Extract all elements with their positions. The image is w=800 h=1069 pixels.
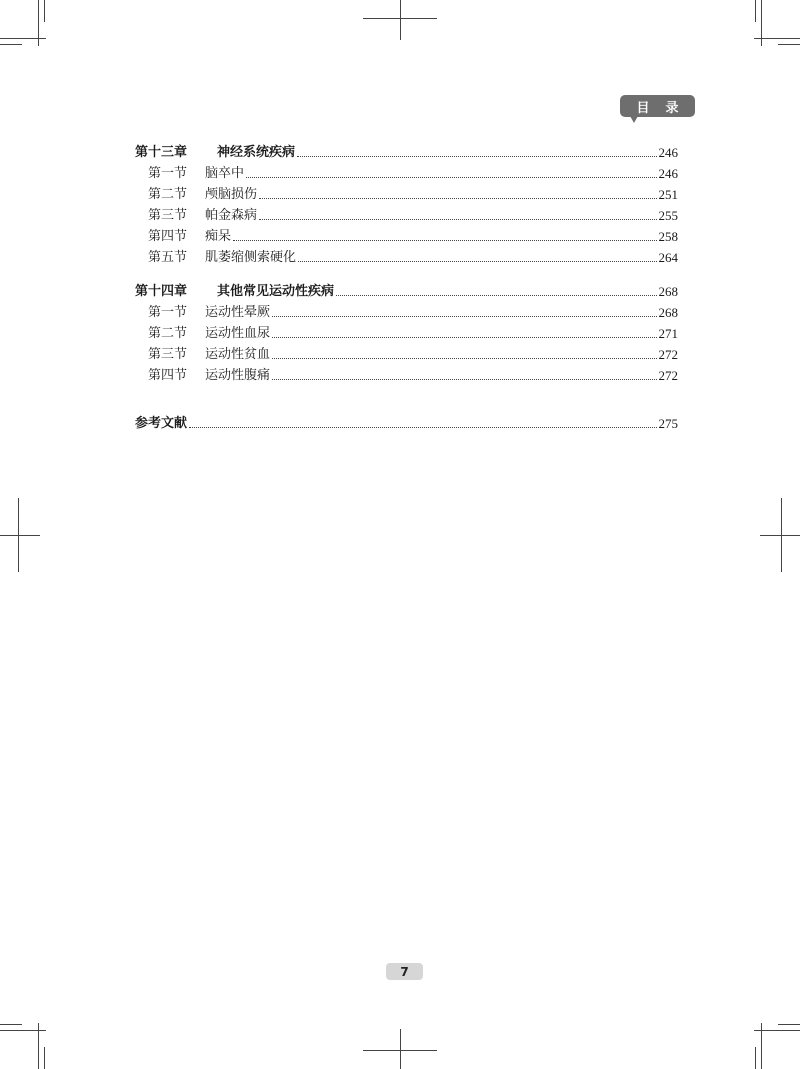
section-title: 运动性腹痛 xyxy=(205,368,271,383)
section-number: 第二节 xyxy=(148,326,188,341)
section-page: 246 xyxy=(658,166,678,181)
section-number: 第三节 xyxy=(148,347,188,362)
section-title: 帕金森病 xyxy=(205,208,258,223)
leader-dots xyxy=(189,427,656,428)
section-page: 268 xyxy=(658,305,678,320)
section-page: 264 xyxy=(658,250,678,265)
leader-dots xyxy=(272,316,656,317)
chapter-number: 第十三章 xyxy=(135,145,188,160)
leader-dots xyxy=(272,337,656,338)
section-title: 肌萎缩侧索硬化 xyxy=(205,250,297,265)
toc-section-14-4[interactable] xyxy=(135,363,678,384)
leader-dots xyxy=(298,261,656,262)
header-label: 目录 xyxy=(636,100,695,116)
section-title: 运动性血尿 xyxy=(205,326,271,341)
leader-dots xyxy=(259,219,656,220)
section-title: 颅脑损伤 xyxy=(205,187,258,202)
section-page: 271 xyxy=(658,326,678,341)
chapter-page: 246 xyxy=(658,145,678,160)
toc-section-13-3[interactable] xyxy=(135,203,678,224)
leader-dots xyxy=(259,198,656,199)
chapter-title: 神经系统疾病 xyxy=(217,145,296,160)
toc-chapter-13[interactable] xyxy=(135,140,678,161)
section-number: 第一节 xyxy=(148,166,188,181)
page-number: 7 xyxy=(400,964,409,979)
section-number: 第四节 xyxy=(148,229,188,244)
section-page: 272 xyxy=(658,368,678,383)
section-number: 第四节 xyxy=(148,368,188,383)
section-page: 272 xyxy=(658,347,678,362)
leader-dots xyxy=(297,156,656,157)
section-header-tab xyxy=(620,95,695,117)
section-number: 第二节 xyxy=(148,187,188,202)
section-title: 痴呆 xyxy=(205,229,232,244)
leader-dots xyxy=(246,177,656,178)
leader-dots xyxy=(272,379,656,380)
section-page: 258 xyxy=(658,229,678,244)
chapter-page: 268 xyxy=(658,284,678,299)
section-number: 第三节 xyxy=(148,208,188,223)
table-of-contents xyxy=(135,140,678,432)
references-title: 参考文献 xyxy=(135,416,188,431)
references-page: 275 xyxy=(658,416,678,431)
section-number: 第五节 xyxy=(148,250,188,265)
toc-section-13-5[interactable] xyxy=(135,245,678,266)
toc-section-14-3[interactable] xyxy=(135,342,678,363)
section-page: 255 xyxy=(658,208,678,223)
toc-section-13-2[interactable] xyxy=(135,182,678,203)
spacer xyxy=(135,266,678,279)
toc-chapter-14[interactable] xyxy=(135,279,678,300)
leader-dots xyxy=(233,240,656,241)
toc-section-14-1[interactable] xyxy=(135,300,678,321)
toc-references[interactable] xyxy=(135,411,678,432)
section-page: 251 xyxy=(658,187,678,202)
section-number: 第一节 xyxy=(148,305,188,320)
toc-section-13-4[interactable] xyxy=(135,224,678,245)
section-title: 运动性贫血 xyxy=(205,347,271,362)
section-title: 脑卒中 xyxy=(205,166,245,181)
chapter-number: 第十四章 xyxy=(135,284,188,299)
page-number-badge xyxy=(386,963,423,980)
leader-dots xyxy=(272,358,656,359)
toc-section-13-1[interactable] xyxy=(135,161,678,182)
spacer xyxy=(135,384,678,411)
chapter-title: 其他常见运动性疾病 xyxy=(217,284,335,299)
section-title: 运动性晕厥 xyxy=(205,305,271,320)
leader-dots xyxy=(336,295,656,296)
toc-section-14-2[interactable] xyxy=(135,321,678,342)
